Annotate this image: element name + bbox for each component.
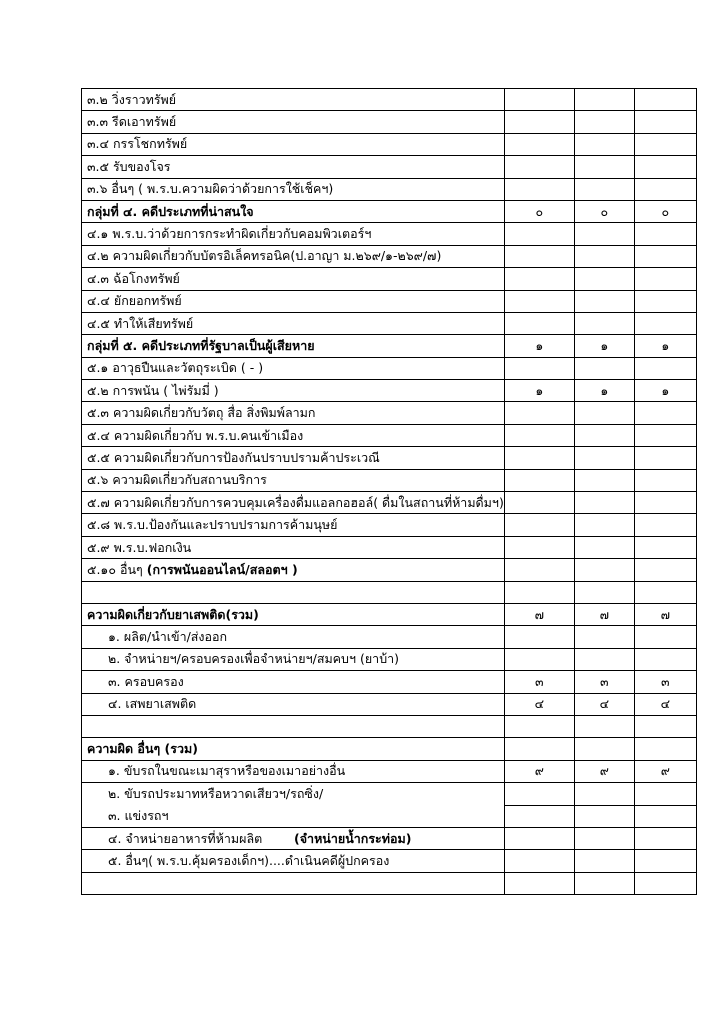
value-cell bbox=[634, 469, 696, 491]
row-label: ๕.๒ การพนัน ( ไพ่รัมมี่ ) bbox=[82, 380, 505, 402]
row-label: ๕.๔ ความผิดเกี่ยวกับ พ.ร.บ.คนเข้าเมือง bbox=[82, 424, 505, 446]
value-cell: ๙ bbox=[574, 760, 634, 782]
crime-statistics-table bbox=[81, 88, 697, 895]
value-cell bbox=[504, 178, 574, 200]
value-cell: ๔ bbox=[634, 693, 696, 715]
value-cell bbox=[634, 559, 696, 581]
value-cell bbox=[504, 290, 574, 312]
value-cell: ๑ bbox=[504, 335, 574, 357]
group-header-row bbox=[82, 335, 697, 357]
row-label-bold: (การพนันออนไลน์/สลอตฯ ) bbox=[146, 561, 298, 577]
row-label: ๔. เสพยาเสพติด bbox=[82, 693, 505, 715]
row-label: ๔.๓ ฉ้อโกงทรัพย์ bbox=[82, 268, 505, 290]
value-cell bbox=[634, 783, 696, 805]
row-label: ๔.๔ ยักยอกทรัพย์ bbox=[82, 290, 505, 312]
table-row bbox=[82, 559, 697, 581]
table-row bbox=[82, 447, 697, 469]
value-cell bbox=[634, 402, 696, 424]
row-label: ๓.๓ รีดเอาทรัพย์ bbox=[82, 111, 505, 133]
value-cell bbox=[634, 290, 696, 312]
value-cell bbox=[504, 402, 574, 424]
table-row bbox=[82, 223, 697, 245]
value-cell bbox=[634, 581, 696, 603]
value-cell bbox=[504, 783, 574, 805]
value-cell bbox=[574, 514, 634, 536]
value-cell: ๑ bbox=[634, 335, 696, 357]
blank-row bbox=[82, 872, 697, 894]
value-cell bbox=[504, 357, 574, 379]
value-cell bbox=[634, 827, 696, 849]
value-cell: ๐ bbox=[574, 200, 634, 222]
value-cell bbox=[504, 447, 574, 469]
row-label: ๕.๑ อาวุธปืนและวัตถุระเบิด ( - ) bbox=[82, 357, 505, 379]
value-cell bbox=[574, 290, 634, 312]
value-cell bbox=[574, 827, 634, 849]
value-cell bbox=[634, 424, 696, 446]
value-cell bbox=[574, 492, 634, 514]
row-label: ๓.๔ กรรโชกทรัพย์ bbox=[82, 133, 505, 155]
value-cell bbox=[504, 268, 574, 290]
value-cell bbox=[574, 872, 634, 894]
value-cell bbox=[504, 469, 574, 491]
group-header-row bbox=[82, 738, 697, 760]
value-cell bbox=[634, 89, 696, 111]
value-cell bbox=[634, 872, 696, 894]
table-row bbox=[82, 424, 697, 446]
group-header-row bbox=[82, 200, 697, 222]
table-row bbox=[82, 380, 697, 402]
value-cell bbox=[574, 581, 634, 603]
row-label-bold: (จำหน่ายน้ำกระท่อม) bbox=[294, 830, 412, 846]
row-label: ๑. ขับรถในขณะเมาสุราหรือของเมาอย่างอื่น bbox=[82, 760, 505, 782]
value-cell: ๑ bbox=[504, 380, 574, 402]
value-cell bbox=[574, 156, 634, 178]
row-label: ๓. ครอบครอง bbox=[82, 671, 505, 693]
blank-row bbox=[82, 715, 697, 737]
group-label: ความผิดเกี่ยวกับยาเสพติด(รวม) bbox=[82, 603, 505, 625]
table-row bbox=[82, 693, 697, 715]
value-cell bbox=[634, 357, 696, 379]
value-cell bbox=[634, 805, 696, 827]
value-cell bbox=[504, 715, 574, 737]
value-cell bbox=[504, 156, 574, 178]
table-row bbox=[82, 268, 697, 290]
value-cell bbox=[574, 424, 634, 446]
value-cell bbox=[574, 245, 634, 267]
value-cell bbox=[574, 223, 634, 245]
value-cell bbox=[574, 805, 634, 827]
row-label: ๕. อื่นๆ( พ.ร.บ.คุ้มครองเด็กฯ)....ดำเนินคดีผู้ปกครอง bbox=[82, 850, 505, 872]
table-row bbox=[82, 648, 697, 670]
table-row bbox=[82, 178, 697, 200]
value-cell bbox=[634, 156, 696, 178]
row-label: ๓.๕ รับของโจร bbox=[82, 156, 505, 178]
value-cell bbox=[504, 827, 574, 849]
row-label: ๕.๙ พ.ร.บ.ฟอกเงิน bbox=[82, 536, 505, 558]
row-label: ๕.๗ ความผิดเกี่ยวกับการควบคุมเครื่องดื่มแอลกอฮอล์( ดื่มในสถานที่ห้ามดื่มฯ) bbox=[82, 492, 505, 514]
value-cell bbox=[634, 223, 696, 245]
row-label: ๒. จำหน่ายฯ/ครอบครองเพื่อจำหน่ายฯ/สมคบฯ (ยาบ้า) bbox=[82, 648, 505, 670]
table-row bbox=[82, 827, 697, 849]
value-cell bbox=[504, 648, 574, 670]
table-row bbox=[82, 312, 697, 334]
value-cell bbox=[574, 783, 634, 805]
value-cell bbox=[574, 178, 634, 200]
table-row bbox=[82, 492, 697, 514]
value-cell bbox=[574, 447, 634, 469]
row-label: ๓.๒ วิ่งราวทรัพย์ bbox=[82, 89, 505, 111]
value-cell bbox=[504, 805, 574, 827]
value-cell bbox=[504, 850, 574, 872]
value-cell bbox=[634, 447, 696, 469]
value-cell bbox=[634, 492, 696, 514]
row-label: ๕.๓ ความผิดเกี่ยวกับวัตถุ สื่อ สิ่งพิมพ์ลามก bbox=[82, 402, 505, 424]
value-cell bbox=[504, 89, 574, 111]
row-label: ๓. แข่งรถฯ bbox=[82, 805, 505, 827]
value-cell bbox=[574, 312, 634, 334]
value-cell bbox=[634, 268, 696, 290]
table-row bbox=[82, 290, 697, 312]
value-cell: ๔ bbox=[574, 693, 634, 715]
value-cell: ๔ bbox=[504, 693, 574, 715]
table-row bbox=[82, 850, 697, 872]
row-label: ๕.๕ ความผิดเกี่ยวกับการป้องกันปราบปรามค้าประเวณี bbox=[82, 447, 505, 469]
value-cell bbox=[634, 133, 696, 155]
row-label: ๓.๖ อื่นๆ ( พ.ร.บ.ความผิดว่าด้วยการใช้เช็คฯ) bbox=[82, 178, 505, 200]
value-cell bbox=[574, 402, 634, 424]
group-label: กลุ่มที่ ๕. คดีประเภทที่รัฐบาลเป็นผู้เสียหาย bbox=[82, 335, 505, 357]
table-row bbox=[82, 245, 697, 267]
value-cell: ๙ bbox=[504, 760, 574, 782]
table-row bbox=[82, 514, 697, 536]
value-cell bbox=[574, 850, 634, 872]
value-cell bbox=[634, 514, 696, 536]
table-row bbox=[82, 805, 697, 827]
value-cell bbox=[574, 648, 634, 670]
group-header-row bbox=[82, 603, 697, 625]
value-cell: ๗ bbox=[574, 603, 634, 625]
value-cell: ๓ bbox=[634, 671, 696, 693]
value-cell: ๐ bbox=[634, 200, 696, 222]
table-row bbox=[82, 133, 697, 155]
value-cell bbox=[634, 715, 696, 737]
value-cell: ๑ bbox=[574, 335, 634, 357]
value-cell bbox=[504, 514, 574, 536]
group-label: กลุ่มที่ ๔. คดีประเภทที่น่าสนใจ bbox=[82, 200, 505, 222]
value-cell bbox=[634, 178, 696, 200]
value-cell bbox=[574, 559, 634, 581]
value-cell: ๗ bbox=[504, 603, 574, 625]
value-cell bbox=[574, 626, 634, 648]
value-cell: ๙ bbox=[634, 760, 696, 782]
row-label: ๔.๒ ความผิดเกี่ยวกับบัตรอิเล็คทรอนิค(ป.อาญา ม.๒๖๙/๑-๒๖๙/๗) bbox=[82, 245, 505, 267]
row-label: ๔.๕ ทำให้เสียทรัพย์ bbox=[82, 312, 505, 334]
value-cell bbox=[504, 133, 574, 155]
table-row bbox=[82, 156, 697, 178]
value-cell bbox=[504, 424, 574, 446]
row-label bbox=[82, 872, 505, 894]
value-cell bbox=[574, 89, 634, 111]
value-cell bbox=[504, 245, 574, 267]
value-cell bbox=[634, 648, 696, 670]
row-label bbox=[82, 581, 505, 603]
value-cell bbox=[634, 626, 696, 648]
row-label-text: ๔. จำหน่ายอาหารที่ห้ามผลิต bbox=[108, 830, 263, 846]
value-cell bbox=[504, 559, 574, 581]
value-cell bbox=[634, 536, 696, 558]
row-label bbox=[82, 715, 505, 737]
row-label bbox=[82, 827, 505, 849]
value-cell: ๑ bbox=[634, 380, 696, 402]
value-cell: ๗ bbox=[634, 603, 696, 625]
table-row bbox=[82, 760, 697, 782]
row-label: ๕.๘ พ.ร.บ.ป้องกันและปราบปรามการค้ามนุษย์ bbox=[82, 514, 505, 536]
row-label bbox=[82, 559, 505, 581]
value-cell: ๐ bbox=[504, 200, 574, 222]
row-label: ๑. ผลิต/นำเข้า/ส่งออก bbox=[82, 626, 505, 648]
value-cell bbox=[504, 536, 574, 558]
value-cell bbox=[504, 581, 574, 603]
value-cell bbox=[574, 715, 634, 737]
table-row bbox=[82, 783, 697, 805]
value-cell bbox=[574, 536, 634, 558]
value-cell bbox=[574, 357, 634, 379]
value-cell bbox=[574, 133, 634, 155]
value-cell bbox=[634, 312, 696, 334]
value-cell: ๓ bbox=[504, 671, 574, 693]
value-cell bbox=[634, 245, 696, 267]
group-label: ความผิด อื่นๆ (รวม) bbox=[82, 738, 505, 760]
value-cell bbox=[574, 469, 634, 491]
value-cell bbox=[574, 111, 634, 133]
table-row bbox=[82, 402, 697, 424]
value-cell bbox=[504, 312, 574, 334]
row-label: ๒. ขับรถประมาทหรือหวาดเสียวฯ/รถซิ่ง/ bbox=[82, 783, 505, 805]
value-cell bbox=[504, 872, 574, 894]
value-cell bbox=[634, 850, 696, 872]
value-cell bbox=[504, 492, 574, 514]
value-cell bbox=[504, 111, 574, 133]
value-cell bbox=[634, 111, 696, 133]
value-cell bbox=[504, 738, 574, 760]
table-row bbox=[82, 89, 697, 111]
table-row bbox=[82, 111, 697, 133]
value-cell bbox=[504, 223, 574, 245]
row-label: ๔.๑ พ.ร.บ.ว่าด้วยการกระทำผิดเกี่ยวกับคอมพิวเตอร์ฯ bbox=[82, 223, 505, 245]
blank-row bbox=[82, 581, 697, 603]
value-cell: ๑ bbox=[574, 380, 634, 402]
value-cell bbox=[634, 738, 696, 760]
value-cell bbox=[504, 626, 574, 648]
table-row bbox=[82, 357, 697, 379]
value-cell bbox=[574, 738, 634, 760]
value-cell: ๓ bbox=[574, 671, 634, 693]
table-row bbox=[82, 626, 697, 648]
row-label-text: ๕.๑๐ อื่นๆ bbox=[87, 561, 143, 577]
value-cell bbox=[574, 268, 634, 290]
table-row bbox=[82, 671, 697, 693]
row-label: ๕.๖ ความผิดเกี่ยวกับสถานบริการ bbox=[82, 469, 505, 491]
table-row bbox=[82, 536, 697, 558]
table-row bbox=[82, 469, 697, 491]
